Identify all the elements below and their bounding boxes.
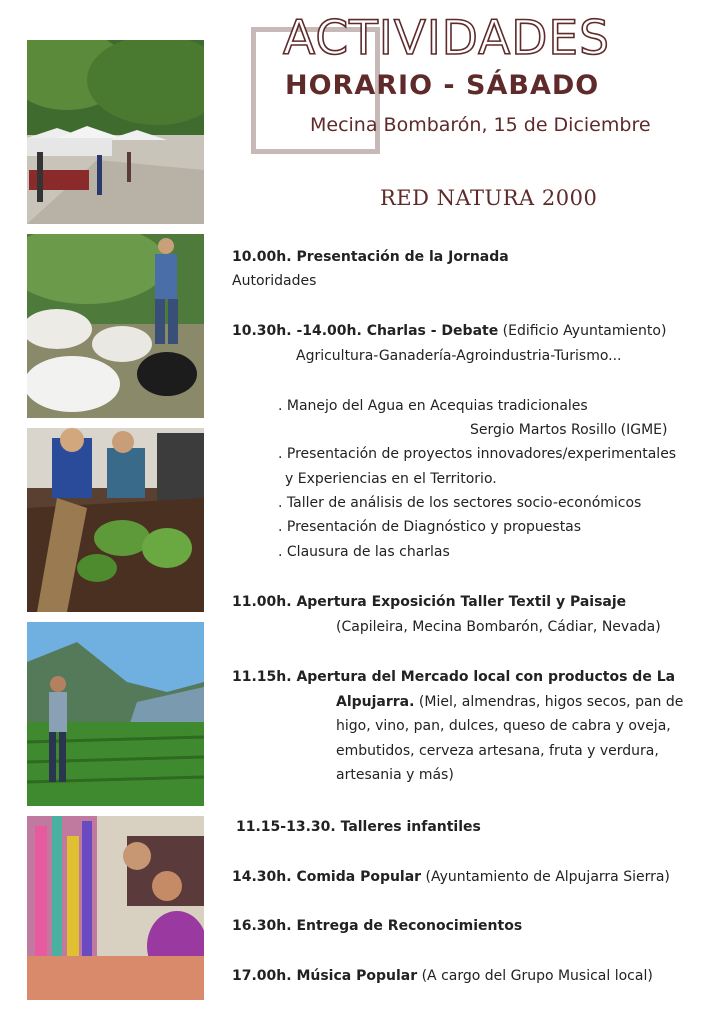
photo-textile-workshop <box>27 816 204 1000</box>
event-detail: (Capileira, Mecina Bombarón, Cádiar, Nevada) <box>336 619 661 635</box>
event-detail: artesania y más) <box>336 767 454 783</box>
page-title: ACTIVIDADES <box>283 11 610 66</box>
talk-item: . Clausura de las charlas <box>278 544 450 560</box>
event-time: 11.00h. Apertura Exposición Taller Textil y Paisaje <box>232 594 627 610</box>
event-detail: higo, vino, pan, dulces, queso de cabra y oveja, <box>336 718 671 734</box>
event-talleres <box>236 817 481 837</box>
event-time: 14.30h. Comida Popular <box>232 869 422 885</box>
talk-item-cont: y Experiencias en el Territorio. <box>285 471 497 487</box>
photo-garden-workshop <box>27 428 204 612</box>
talk-item: . Manejo del Agua en Acequias tradicionales <box>278 398 588 414</box>
talk-item: . Presentación de proyectos innovadores/experimentales <box>278 446 677 462</box>
event-comida <box>232 867 670 887</box>
event-topics: Agricultura-Ganadería-Agroindustria-Turismo... <box>296 348 622 364</box>
event-reconocimientos <box>232 916 522 936</box>
event-time: 11.15-13.30. Talleres infantiles <box>236 819 481 835</box>
event-place: (Edificio Ayuntamiento) <box>498 323 667 339</box>
photo-market-stalls <box>27 40 204 224</box>
event-charlas <box>232 321 666 341</box>
schedule-subtitle: HORARIO - SÁBADO <box>285 70 600 101</box>
event-detail: (Miel, almendras, higos secos, pan de <box>414 694 684 710</box>
location-date: Mecina Bombarón, 15 de Diciembre <box>310 114 651 136</box>
event-time: 10.00h. Presentación de la Jornada <box>232 249 509 265</box>
event-time: 17.00h. Música Popular <box>232 968 418 984</box>
talk-speaker: Sergio Martos Rosillo (IGME) <box>470 422 668 438</box>
event-time: 11.15h. Apertura del Mercado local con productos de La <box>232 669 676 685</box>
event-time: 16.30h. Entrega de Reconocimientos <box>232 918 523 934</box>
event-time-cont: Alpujarra. <box>336 694 415 710</box>
event-detail: (A cargo del Grupo Musical local) <box>417 968 653 984</box>
event-mercado <box>232 667 675 687</box>
event-exposicion <box>232 592 626 612</box>
event-presentacion <box>232 247 509 267</box>
event-mercado-cont <box>336 692 683 712</box>
photo-sheep-shepherd <box>27 234 204 418</box>
event-detail: embutidos, cerveza artesana, fruta y verdura, <box>336 743 659 759</box>
event-time: 10.30h. -14.00h. Charlas - Debate <box>232 323 499 339</box>
talk-item: . Taller de análisis de los sectores socio-económicos <box>278 495 642 511</box>
event-detail: (Ayuntamiento de Alpujarra Sierra) <box>421 869 670 885</box>
photo-mountain-field <box>27 622 204 806</box>
network-label: RED NATURA 2000 <box>380 186 598 210</box>
event-detail: Autoridades <box>232 273 317 289</box>
event-musica <box>232 966 653 986</box>
talk-item: . Presentación de Diagnóstico y propuestas <box>278 519 582 535</box>
